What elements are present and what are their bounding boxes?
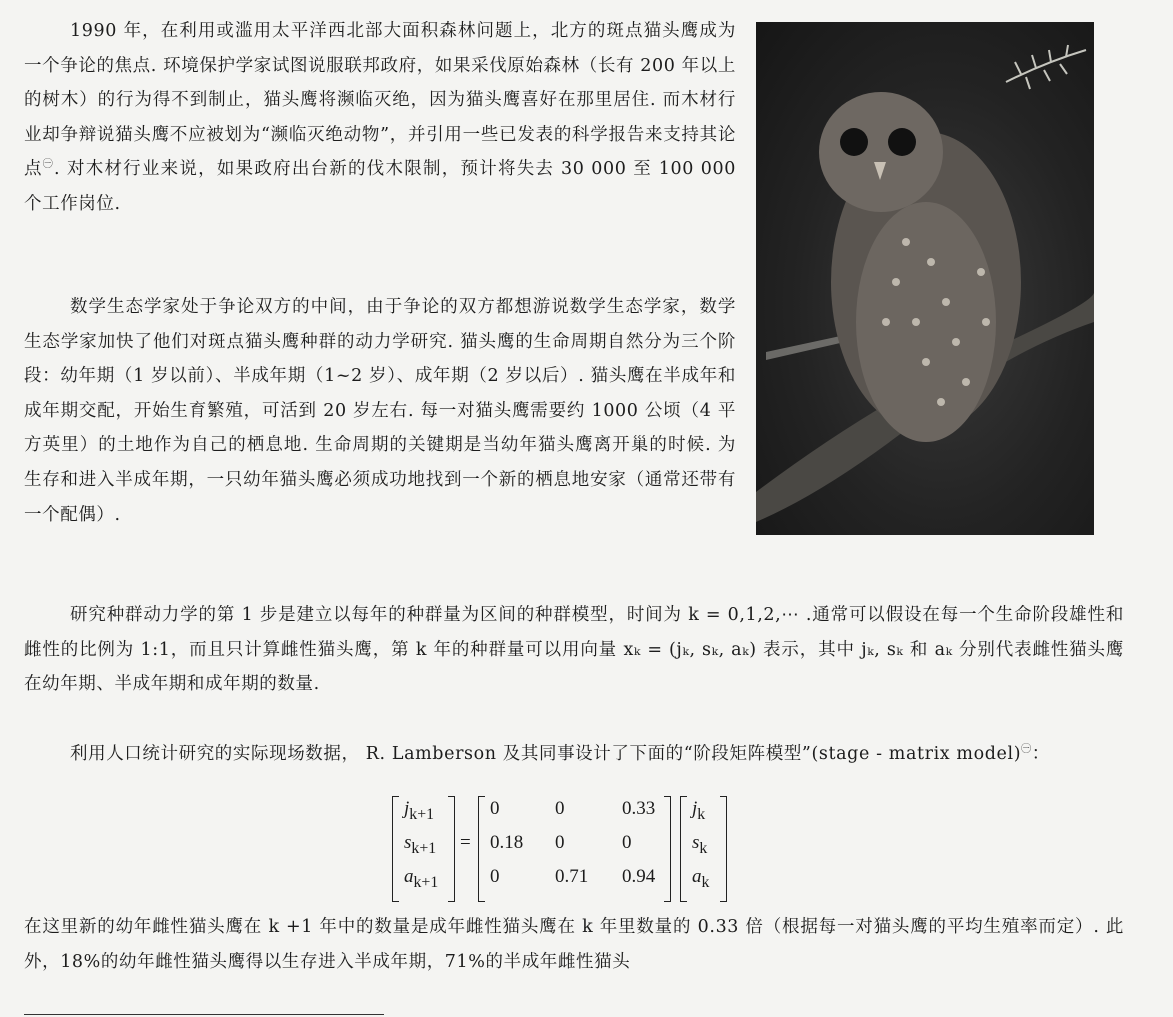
bracket-right <box>448 796 455 902</box>
bracket-right <box>664 796 671 902</box>
paragraph-ecologists: 数学生态学家处于争论双方的中间，由于争论的双方都想游说数学生态学家，数学生态学家加快了他们对斑点猫头鹰种群的动力学研究. 猫头鹰的生命周期自然分为三个阶段：幼年期（1 岁以前）、半成年期（1~2 岁）、成年期（2 岁以后）. 猫头鹰在半成年和成年期交配，开始生育繁殖，可活到 20 岁左右. 每一对猫头鹰需要约 1000 公顷（4 平方英里）的土地作为自己的栖息地. 生命周期的关键期是当幼年猫头鹰离开巢的时候. 为生存和进入半成年期，一只幼年猫头鹰必须成功地找到一个新的栖息地安家（通常还带有一个配偶）. <box>24 297 736 525</box>
bracket-left <box>392 796 399 902</box>
footnote-rule <box>24 1014 384 1015</box>
paragraph-population-model: 研究种群动力学的第 1 步是建立以每年的种群量为区间的种群模型，时间为 k = 0,1,2,⋯ .通常可以假设在每一个生命阶段雄性和雌性的比例为 1:1，而且只计算雌性猫头鹰，第 k 年的种群量可以用向量 xₖ = (jₖ, sₖ, aₖ) 表示，其中 jₖ, sₖ 和 aₖ 分别代表雌性猫头鹰在幼年期、半成年期和成年期的数量. <box>24 605 1124 695</box>
bracket-left <box>478 796 485 902</box>
footnote-marker: ㊀ <box>1021 744 1032 756</box>
bracket-left <box>680 796 687 902</box>
spotted-owl-photo <box>756 22 1094 535</box>
paragraph-explanation: 在这里新的幼年雌性猫头鹰在 k +1 年中的数量是成年雌性猫头鹰在 k 年里数量的 0.33 倍（根据每一对猫头鹰的平均生殖率而定）. 此外，18%的幼年雌性猫头鹰得以生存进入半成年期，71%的半成年雌性猫头 <box>24 917 1124 972</box>
equals-sign: = <box>460 832 471 853</box>
paragraph-stage-matrix: 利用人口统计研究的实际现场数据， R. Lamberson 及其同事设计了下面的“阶段矩阵模型”(stage - matrix model)$^㊀$： <box>70 744 1050 764</box>
footnote-marker: ㊀ <box>42 159 54 171</box>
bracket-right <box>720 796 727 902</box>
paragraph-intro: 1990 年，在利用或滥用太平洋西北部大面积森林问题上，北方的斑点猫头鹰成为一个争论的焦点. 环境保护学家试图说服联邦政府，如果采伐原始森林（长有 200 年以上的树木）的行为得不到制止，猫头鹰将濒临灭绝，因为猫头鹰喜好在那里居住. 而木材行业却争辩说猫头鹰不应被划为“濒临灭绝动物”，并引用一些已发表的科学报告来支持其论点$^㊀$. 对木材行业来说，如果政府出台新的伐木限制，预计将失去 30 000 至 100 000 个工作岗位. <box>24 21 736 214</box>
